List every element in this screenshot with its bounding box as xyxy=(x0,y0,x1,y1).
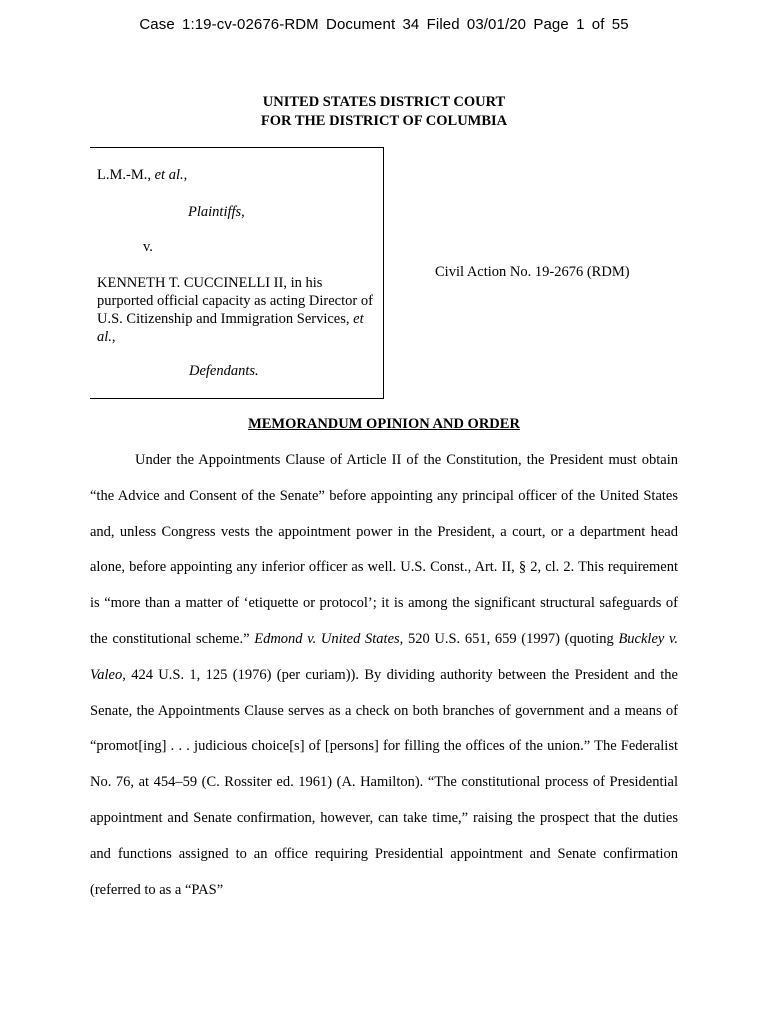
plaintiffs-role-text: Plaintiffs xyxy=(188,204,242,220)
plaintiffs-role-comma: , xyxy=(241,204,245,220)
plaintiff-name-text: L.M.-M., xyxy=(97,167,155,183)
defendant-comma: , xyxy=(111,329,116,345)
defendants-role: Defendants. xyxy=(189,363,259,379)
court-heading xyxy=(0,93,768,131)
case-caption-box xyxy=(90,147,384,399)
versus: v. xyxy=(143,239,153,255)
case-citation-edmond: Edmond v. United States xyxy=(254,630,400,647)
defendant-name xyxy=(97,274,382,346)
body-segment-3: , 424 U.S. 1, 125 (1976) (per curiam)). By dividing authority between the President and the Senate, the Appointments Clause serves as a check on both branches of government and a means of “promot[ing] . . . judicious choice[s] of [persons] for filling the offices of the union.” The Federalist No. 76, at 454–59 (C. Rossiter ed. 1961) (A. Hamilton). “The constitutional process of Presidential appointment and Senate confirmation, however, can take time,” raising the prospect that the duties and functions assigned to an office requiring Presidential appointment and Senate confirmation (referred to as a “PAS” xyxy=(90,666,678,898)
case-citation-buckley: Buckley v. Valeo xyxy=(90,630,678,683)
defendant-etal: et al. xyxy=(97,311,364,345)
plaintiff-etal: et al. xyxy=(154,167,184,183)
opinion-body-paragraph xyxy=(90,443,678,908)
court-heading-line1: UNITED STATES DISTRICT COURT xyxy=(262,94,506,110)
document-title: MEMORANDUM OPINION AND ORDER xyxy=(248,416,520,432)
plaintiff-name xyxy=(97,166,187,184)
court-heading-line2: FOR THE DISTRICT OF COLUMBIA xyxy=(260,113,508,129)
body-segment-2: , 520 U.S. 651, 659 (1997) (quoting xyxy=(399,630,619,647)
plaintiffs-role xyxy=(188,203,245,221)
plaintiff-comma: , xyxy=(183,167,188,183)
civil-action-number: Civil Action No. 19-2676 (RDM) xyxy=(435,264,630,280)
defendant-text: KENNETH T. CUCCINELLI II, in his purported official capacity as acting Director of U.S. Citizenship and Immigration Services, xyxy=(97,275,373,327)
case-header-stamp: Case 1:19-cv-02676-RDM Document 34 Filed 03/01/20 Page 1 of 55 xyxy=(139,16,629,33)
body-segment-1: Under the Appointments Clause of Article II of the Constitution, the President must obtain “the Advice and Consent of the Senate” before appointing any principal officer of the United States and, unless Congress vests the appointment power in the President, a court, or a department head alone, before appointing any inferior officer as well. U.S. Const., Art. II, § 2, cl. 2. This requirement is “more than a matter of ‘etiquette or protocol’; it is among the significant structural safeguards of the constitutional scheme.” xyxy=(90,452,678,647)
